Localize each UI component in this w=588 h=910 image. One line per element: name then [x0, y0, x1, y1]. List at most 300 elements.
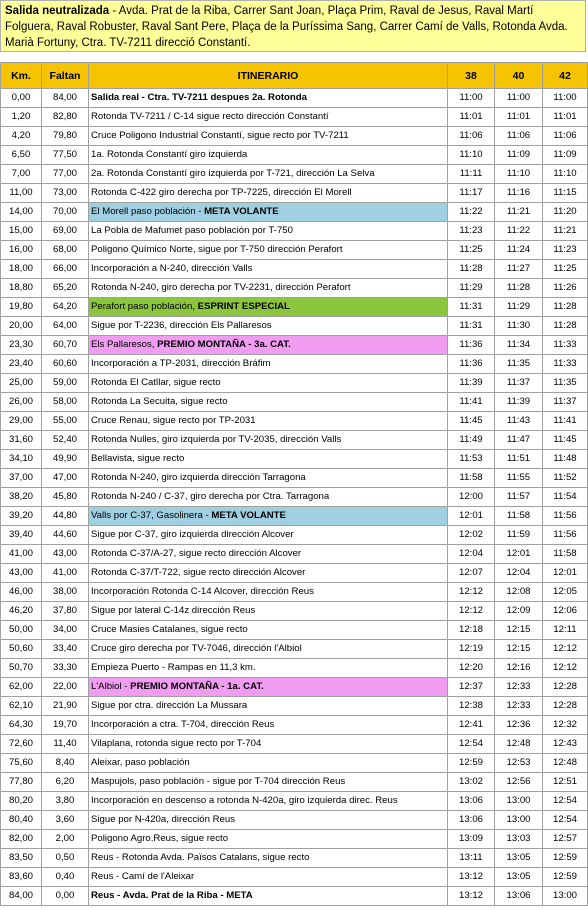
itinerary-text: 1a. Rotonda Constantí giro izquierda	[91, 149, 248, 160]
col-header-km: Km.	[1, 63, 42, 89]
cell-itinerario	[89, 735, 448, 754]
table-row	[1, 89, 588, 108]
itinerary-text: Rotonda N-240, giro derecha por TV-2231, dirección Perafort	[91, 282, 351, 293]
cell-km: 7,00	[1, 165, 42, 184]
cell-time-40: 11:47	[495, 431, 543, 450]
table-row	[1, 868, 588, 887]
itinerary-text: La Pobla de Mafumet paso población por T-750	[91, 225, 293, 236]
cell-faltan: 69,00	[42, 222, 89, 241]
cell-faltan: 38,00	[42, 583, 89, 602]
table-row	[1, 678, 588, 697]
table-row	[1, 564, 588, 583]
cell-faltan: 64,00	[42, 317, 89, 336]
table-row	[1, 887, 588, 906]
cell-time-40: 11:43	[495, 412, 543, 431]
cell-itinerario	[89, 849, 448, 868]
cell-time-38: 12:02	[448, 526, 495, 545]
cell-itinerario	[89, 241, 448, 260]
cell-time-42: 11:58	[543, 545, 588, 564]
cell-itinerario	[89, 887, 448, 906]
cell-km: 43,00	[1, 564, 42, 583]
cell-km: 31,60	[1, 431, 42, 450]
cell-time-38: 11:58	[448, 469, 495, 488]
cell-itinerario	[89, 298, 448, 317]
cell-time-42: 11:33	[543, 355, 588, 374]
cell-itinerario	[89, 89, 448, 108]
cell-faltan: 84,00	[42, 89, 89, 108]
cell-itinerario	[89, 697, 448, 716]
cell-km: 84,00	[1, 887, 42, 906]
cell-itinerario	[89, 678, 448, 697]
table-row	[1, 469, 588, 488]
cell-faltan: 44,80	[42, 507, 89, 526]
cell-time-38: 11:23	[448, 222, 495, 241]
itinerary-text: Poligono Químico Norte, sigue por T-750 dirección Perafort	[91, 244, 343, 255]
cell-km: 62,00	[1, 678, 42, 697]
cell-km: 6,50	[1, 146, 42, 165]
cell-itinerario	[89, 203, 448, 222]
cell-time-42: 12:12	[543, 659, 588, 678]
cell-time-42: 12:28	[543, 697, 588, 716]
cell-km: 38,20	[1, 488, 42, 507]
cell-faltan: 43,00	[42, 545, 89, 564]
cell-time-40: 11:09	[495, 146, 543, 165]
cell-km: 18,00	[1, 260, 42, 279]
cell-faltan: 70,00	[42, 203, 89, 222]
cell-time-38: 11:25	[448, 241, 495, 260]
itinerary-text: Rotonda C-422 giro derecha por TP-7225, dirección El Morell	[91, 187, 352, 198]
route-description-box	[0, 0, 586, 52]
cell-faltan: 79,80	[42, 127, 89, 146]
route-description: - Avda. Prat de la Riba, Carrer Sant Joan, Plaça Prim, Raval de Jesus, Raval Martí Folguera, Raval Robuster, Raval Sant Pere, Plaça de la Puríssima Sang, Carrer Camí de Valls, Rotonda Avda. Marià Fortuny, Ctra. TV-7211 direcció Constantí.	[5, 5, 568, 49]
cell-time-42: 12:01	[543, 564, 588, 583]
cell-km: 80,20	[1, 792, 42, 811]
cell-time-42: 13:00	[543, 887, 588, 906]
cell-km: 83,60	[1, 868, 42, 887]
col-header-faltan: Faltan	[42, 63, 89, 89]
cell-km: 34,10	[1, 450, 42, 469]
cell-time-40: 12:04	[495, 564, 543, 583]
cell-km: 15,00	[1, 222, 42, 241]
itinerary-text: Perafort paso población,	[91, 301, 198, 312]
table-row	[1, 260, 588, 279]
cell-time-42: 11:21	[543, 222, 588, 241]
itinerary-text: Salida real - Ctra. TV-7211 despues 2a. Rotonda	[91, 92, 307, 103]
itinerary-text: Reus - Avda. Prat de la Riba - META	[91, 890, 253, 901]
itinerary-text: Aleixar, paso población	[91, 757, 190, 768]
itinerary-highlight: META VOLANTE	[204, 206, 279, 217]
cell-time-38: 11:29	[448, 279, 495, 298]
cell-faltan: 33,30	[42, 659, 89, 678]
cell-time-38: 13:06	[448, 792, 495, 811]
cell-km: 50,00	[1, 621, 42, 640]
itinerary-body	[1, 89, 588, 906]
cell-time-42: 11:56	[543, 507, 588, 526]
cell-faltan: 66,00	[42, 260, 89, 279]
itinerary-text: Sigue por lateral C-14z dirección Reus	[91, 605, 256, 616]
cell-itinerario	[89, 811, 448, 830]
cell-time-38: 13:11	[448, 849, 495, 868]
table-header-row	[1, 63, 588, 89]
cell-itinerario	[89, 374, 448, 393]
cell-time-40: 11:06	[495, 127, 543, 146]
table-row	[1, 450, 588, 469]
cell-time-42: 11:41	[543, 412, 588, 431]
cell-time-42: 12:43	[543, 735, 588, 754]
cell-time-38: 12:12	[448, 583, 495, 602]
cell-itinerario	[89, 564, 448, 583]
itinerary-text: El Morell paso población -	[91, 206, 205, 217]
table-row	[1, 108, 588, 127]
table-row	[1, 336, 588, 355]
cell-km: 46,20	[1, 602, 42, 621]
cell-time-38: 12:04	[448, 545, 495, 564]
cell-km: 39,20	[1, 507, 42, 526]
cell-time-40: 11:22	[495, 222, 543, 241]
cell-faltan: 41,00	[42, 564, 89, 583]
cell-faltan: 6,20	[42, 773, 89, 792]
cell-time-42: 12:32	[543, 716, 588, 735]
cell-time-38: 12:38	[448, 697, 495, 716]
cell-faltan: 22,00	[42, 678, 89, 697]
itinerary-text: L'Albiol -	[91, 681, 131, 692]
cell-itinerario	[89, 583, 448, 602]
cell-time-40: 13:05	[495, 868, 543, 887]
cell-faltan: 8,40	[42, 754, 89, 773]
cell-time-38: 11:41	[448, 393, 495, 412]
cell-itinerario	[89, 431, 448, 450]
table-row	[1, 773, 588, 792]
cell-time-38: 11:36	[448, 336, 495, 355]
cell-itinerario	[89, 317, 448, 336]
cell-time-40: 12:56	[495, 773, 543, 792]
table-row	[1, 374, 588, 393]
cell-km: 41,00	[1, 545, 42, 564]
cell-time-40: 12:33	[495, 697, 543, 716]
cell-itinerario	[89, 184, 448, 203]
cell-time-38: 12:20	[448, 659, 495, 678]
cell-faltan: 59,00	[42, 374, 89, 393]
cell-time-40: 13:00	[495, 811, 543, 830]
cell-faltan: 77,00	[42, 165, 89, 184]
cell-faltan: 0,00	[42, 887, 89, 906]
cell-time-42: 12:54	[543, 811, 588, 830]
cell-time-38: 13:02	[448, 773, 495, 792]
itinerary-text: Vilaplana, rotonda sigue recto por T-704	[91, 738, 262, 749]
cell-km: 72,60	[1, 735, 42, 754]
table-row	[1, 830, 588, 849]
cell-time-38: 12:54	[448, 735, 495, 754]
cell-km: 64,30	[1, 716, 42, 735]
cell-itinerario	[89, 545, 448, 564]
cell-km: 29,00	[1, 412, 42, 431]
itinerary-text: Rotonda La Secuita, sigue recto	[91, 396, 228, 407]
table-row	[1, 184, 588, 203]
cell-itinerario	[89, 393, 448, 412]
itinerary-text: Incorporación Rotonda C-14 Alcover, dirección Reus	[91, 586, 314, 597]
cell-time-40: 11:39	[495, 393, 543, 412]
cell-itinerario	[89, 659, 448, 678]
itinerary-highlight: ESPRINT ESPECIAL	[197, 301, 290, 312]
cell-km: 14,00	[1, 203, 42, 222]
cell-itinerario	[89, 279, 448, 298]
table-row	[1, 241, 588, 260]
cell-time-40: 11:10	[495, 165, 543, 184]
cell-itinerario	[89, 488, 448, 507]
cell-time-40: 11:01	[495, 108, 543, 127]
table-row	[1, 849, 588, 868]
table-row	[1, 602, 588, 621]
itinerary-text: Rotonda El Catllar, sigue recto	[91, 377, 221, 388]
itinerary-table	[0, 62, 588, 906]
table-row	[1, 146, 588, 165]
cell-km: 37,00	[1, 469, 42, 488]
cell-faltan: 0,40	[42, 868, 89, 887]
cell-faltan: 49,90	[42, 450, 89, 469]
itinerary-text: Incorporación en descenso a rotonda N-420a, giro izquierda direc. Reus	[91, 795, 398, 806]
cell-time-42: 11:09	[543, 146, 588, 165]
cell-time-38: 12:00	[448, 488, 495, 507]
table-row	[1, 735, 588, 754]
cell-time-38: 11:39	[448, 374, 495, 393]
itinerary-text: Cruce Poligono Industrial Constantí, sigue recto por TV-7211	[91, 130, 349, 141]
cell-km: 62,10	[1, 697, 42, 716]
cell-time-40: 12:48	[495, 735, 543, 754]
cell-time-40: 12:15	[495, 621, 543, 640]
cell-km: 1,20	[1, 108, 42, 127]
cell-time-42: 12:06	[543, 602, 588, 621]
cell-itinerario	[89, 830, 448, 849]
table-row	[1, 792, 588, 811]
itinerary-text: Maspujols, paso población - sigue por T-704 dirección Reus	[91, 776, 346, 787]
cell-time-42: 11:48	[543, 450, 588, 469]
cell-time-42: 12:12	[543, 640, 588, 659]
cell-itinerario	[89, 773, 448, 792]
cell-km: 83,50	[1, 849, 42, 868]
itinerary-text: Els Pallaresos,	[91, 339, 158, 350]
itinerary-text: Rotonda C-37/A-27, sigue recto dirección Alcover	[91, 548, 302, 559]
itinerary-text: Rotonda C-37/T-722, sigue recto dirección Alcover	[91, 567, 306, 578]
cell-km: 39,40	[1, 526, 42, 545]
cell-km: 46,00	[1, 583, 42, 602]
cell-faltan: 19,70	[42, 716, 89, 735]
itinerary-text: Bellavista, sigue recto	[91, 453, 185, 464]
cell-itinerario	[89, 108, 448, 127]
itinerary-text: Incorporación a N-240, dirección Valls	[91, 263, 253, 274]
cell-time-42: 11:25	[543, 260, 588, 279]
table-row	[1, 811, 588, 830]
cell-time-40: 12:16	[495, 659, 543, 678]
cell-km: 23,40	[1, 355, 42, 374]
itinerary-text: Sigue por ctra. dirección La Mussara	[91, 700, 248, 711]
cell-time-42: 11:20	[543, 203, 588, 222]
cell-time-38: 11:22	[448, 203, 495, 222]
itinerary-text: Sigue por T-2236, dirección Els Pallaresos	[91, 320, 272, 331]
itinerary-text: Valls por C-37, Gasolinera -	[91, 510, 212, 521]
cell-time-42: 11:01	[543, 108, 588, 127]
col-header-itinerario: ITINERARIO	[89, 63, 448, 89]
cell-time-42: 11:00	[543, 89, 588, 108]
cell-time-40: 11:30	[495, 317, 543, 336]
cell-km: 75,60	[1, 754, 42, 773]
cell-km: 26,00	[1, 393, 42, 412]
table-row	[1, 507, 588, 526]
itinerary-text: Incorporación a ctra. T-704, dirección Reus	[91, 719, 275, 730]
cell-time-40: 11:59	[495, 526, 543, 545]
cell-itinerario	[89, 355, 448, 374]
itinerary-text: Sigue por N-420a, dirección Reus	[91, 814, 235, 825]
cell-time-40: 12:53	[495, 754, 543, 773]
route-lead: Salida neutralizada	[5, 5, 110, 17]
cell-faltan: 64,20	[42, 298, 89, 317]
cell-itinerario	[89, 450, 448, 469]
cell-km: 19,80	[1, 298, 42, 317]
cell-time-40: 13:05	[495, 849, 543, 868]
cell-faltan: 45,80	[42, 488, 89, 507]
cell-itinerario	[89, 336, 448, 355]
table-row	[1, 526, 588, 545]
cell-time-38: 12:19	[448, 640, 495, 659]
cell-time-40: 11:58	[495, 507, 543, 526]
cell-time-40: 11:28	[495, 279, 543, 298]
cell-itinerario	[89, 621, 448, 640]
itinerary-text: Rotonda N-240 / C-37, giro derecha por Ctra. Tarragona	[91, 491, 330, 502]
table-row	[1, 393, 588, 412]
cell-time-38: 12:18	[448, 621, 495, 640]
cell-time-40: 11:55	[495, 469, 543, 488]
cell-time-42: 11:45	[543, 431, 588, 450]
cell-km: 18,80	[1, 279, 42, 298]
itinerary-text: 2a. Rotonda Constantí giro izquierda por T-721, dirección La Selva	[91, 168, 375, 179]
cell-time-42: 12:59	[543, 849, 588, 868]
cell-time-38: 11:17	[448, 184, 495, 203]
col-header-42: 42	[543, 63, 588, 89]
cell-faltan: 33,40	[42, 640, 89, 659]
cell-time-40: 11:51	[495, 450, 543, 469]
cell-itinerario	[89, 260, 448, 279]
cell-time-40: 13:06	[495, 887, 543, 906]
table-row	[1, 298, 588, 317]
cell-km: 20,00	[1, 317, 42, 336]
cell-time-42: 11:26	[543, 279, 588, 298]
cell-faltan: 58,00	[42, 393, 89, 412]
itinerary-text: Poligono Agro.Reus, sigue recto	[91, 833, 229, 844]
cell-time-42: 12:59	[543, 868, 588, 887]
table-row	[1, 355, 588, 374]
cell-faltan: 3,80	[42, 792, 89, 811]
cell-time-42: 11:54	[543, 488, 588, 507]
cell-time-40: 11:00	[495, 89, 543, 108]
cell-faltan: 44,60	[42, 526, 89, 545]
cell-faltan: 2,00	[42, 830, 89, 849]
itinerary-highlight: META VOLANTE	[211, 510, 286, 521]
cell-time-38: 11:36	[448, 355, 495, 374]
cell-time-40: 11:27	[495, 260, 543, 279]
cell-time-38: 11:10	[448, 146, 495, 165]
table-row	[1, 431, 588, 450]
cell-itinerario	[89, 127, 448, 146]
cell-faltan: 0,50	[42, 849, 89, 868]
cell-km: 82,00	[1, 830, 42, 849]
cell-itinerario	[89, 469, 448, 488]
cell-time-38: 11:01	[448, 108, 495, 127]
cell-faltan: 82,80	[42, 108, 89, 127]
table-row	[1, 165, 588, 184]
table-row	[1, 716, 588, 735]
table-row	[1, 279, 588, 298]
itinerary-text: Reus - Camí de l'Aleixar	[91, 871, 195, 882]
cell-km: 50,60	[1, 640, 42, 659]
cell-km: 4,20	[1, 127, 42, 146]
cell-time-40: 12:15	[495, 640, 543, 659]
table-row	[1, 754, 588, 773]
table-row	[1, 317, 588, 336]
cell-time-40: 11:16	[495, 184, 543, 203]
table-row	[1, 488, 588, 507]
cell-time-38: 13:06	[448, 811, 495, 830]
cell-time-40: 11:57	[495, 488, 543, 507]
cell-time-42: 11:10	[543, 165, 588, 184]
cell-itinerario	[89, 640, 448, 659]
itinerary-text: Cruce Renau, sigue recto por TP-2031	[91, 415, 256, 426]
itinerary-text: Rotonda N-240, giro izquierda dirección Tarragona	[91, 472, 306, 483]
table-row	[1, 697, 588, 716]
cell-faltan: 55,00	[42, 412, 89, 431]
cell-time-42: 12:28	[543, 678, 588, 697]
cell-time-42: 11:37	[543, 393, 588, 412]
table-row	[1, 127, 588, 146]
itinerary-highlight: PREMIO MONTAÑA - 1a. CAT.	[130, 681, 264, 692]
cell-itinerario	[89, 146, 448, 165]
cell-time-38: 11:06	[448, 127, 495, 146]
cell-km: 50,70	[1, 659, 42, 678]
cell-km: 23,30	[1, 336, 42, 355]
itinerary-text: Cruce giro derecha por TV-7046, dirección l'Albiol	[91, 643, 302, 654]
cell-time-42: 12:54	[543, 792, 588, 811]
cell-time-42: 11:15	[543, 184, 588, 203]
cell-itinerario	[89, 507, 448, 526]
cell-time-40: 13:03	[495, 830, 543, 849]
cell-time-40: 11:37	[495, 374, 543, 393]
cell-time-42: 11:35	[543, 374, 588, 393]
cell-time-40: 11:24	[495, 241, 543, 260]
cell-faltan: 3,60	[42, 811, 89, 830]
cell-itinerario	[89, 792, 448, 811]
cell-time-38: 11:31	[448, 298, 495, 317]
itinerary-text: Incorporación a TP-2031, dirección Bráfim	[91, 358, 271, 369]
cell-time-38: 12:41	[448, 716, 495, 735]
cell-km: 80,40	[1, 811, 42, 830]
cell-faltan: 34,00	[42, 621, 89, 640]
cell-km: 0,00	[1, 89, 42, 108]
table-row	[1, 412, 588, 431]
cell-km: 11,00	[1, 184, 42, 203]
cell-time-42: 11:56	[543, 526, 588, 545]
cell-time-40: 12:08	[495, 583, 543, 602]
cell-time-38: 11:53	[448, 450, 495, 469]
cell-itinerario	[89, 868, 448, 887]
itinerary-text: Sigue por C-37, giro izquierda dirección Alcover	[91, 529, 294, 540]
cell-time-38: 12:37	[448, 678, 495, 697]
cell-faltan: 73,00	[42, 184, 89, 203]
cell-time-42: 11:52	[543, 469, 588, 488]
cell-km: 77,80	[1, 773, 42, 792]
itinerary-text: Reus - Rotonda Avda. Països Catalans, sigue recto	[91, 852, 310, 863]
col-header-40: 40	[495, 63, 543, 89]
cell-time-40: 11:29	[495, 298, 543, 317]
table-row	[1, 640, 588, 659]
cell-itinerario	[89, 222, 448, 241]
